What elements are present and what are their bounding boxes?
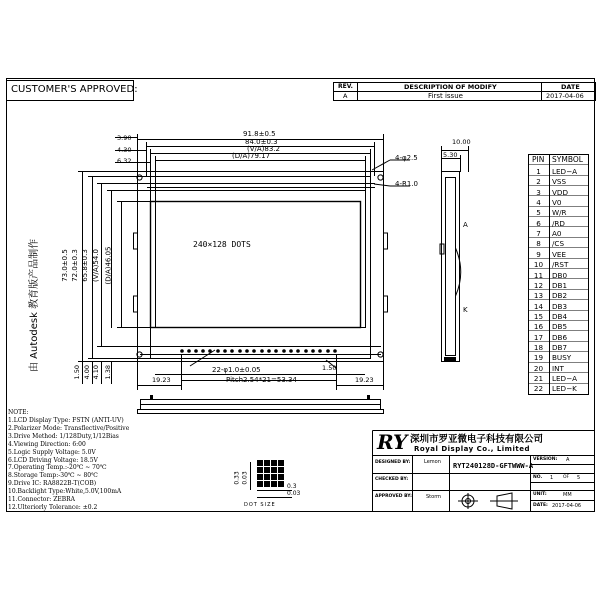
dim-4-00: 4.00 — [82, 365, 91, 380]
side-view — [442, 172, 460, 362]
dim-holes: 4-φ2.5 — [395, 154, 418, 162]
pin-row — [528, 208, 590, 218]
pin-row — [528, 353, 590, 363]
no-label: NO. — [533, 475, 543, 480]
note-item: 12.Ulteriorly Tolerance: ±0.2 — [8, 503, 98, 511]
pin-row — [528, 312, 590, 322]
company-logo: RY — [377, 430, 408, 454]
pin-number: 5 — [536, 208, 541, 218]
note-item: 4.Viewing Direction: 6:00 — [8, 440, 86, 448]
pin-symbol: V0 — [552, 198, 562, 208]
pin-row — [528, 364, 590, 374]
pin-row — [528, 250, 590, 260]
pin-symbol: DB1 — [552, 280, 568, 290]
pin-row — [528, 384, 590, 394]
dim-pixel-033: 0.33 — [233, 471, 241, 485]
dim-aa-height: (D/A)46.05 — [104, 246, 113, 285]
symbol-header: SYMBOL — [552, 155, 583, 164]
pin-number: 16 — [533, 322, 544, 332]
dim-bezel-width: 84.0±0.3 — [245, 138, 278, 146]
dim-4-10: 4.10 — [91, 365, 100, 380]
dim-19-23-left: 19.23 — [152, 376, 171, 384]
designed-by-label: DESIGNED BY: — [375, 460, 411, 465]
unit-value: MM — [563, 492, 572, 498]
side-watermark-text: 由 Autodesk 教育版产品制作 — [29, 238, 40, 372]
pin-number: 12 — [533, 280, 544, 290]
pin-number: 7 — [536, 229, 541, 239]
description-label: DESCRIPTION OF MODIFY — [404, 83, 497, 91]
pin-symbol: VEE — [552, 249, 566, 259]
dim-pads: 22-φ1.0±0.05 — [212, 366, 261, 374]
note-item: 1.LCD Display Type: FSTN (ANTI-UV) — [8, 417, 124, 424]
dim-side-width2: 5.30 — [443, 151, 458, 159]
side-a-label: A — [463, 221, 468, 229]
pin-symbol: /RD — [552, 218, 565, 228]
pin-symbol: /CS — [552, 239, 565, 249]
dim-side-width: 10.00 — [452, 138, 471, 146]
pin-number: 2 — [536, 177, 541, 187]
date-value: 2017-04-06 — [546, 92, 584, 100]
pin-symbol: DB7 — [552, 342, 568, 352]
dim-overall-width: 91.8±0.5 — [243, 130, 276, 138]
pin-table — [528, 155, 590, 395]
pin-number: 21 — [533, 374, 544, 383]
version-label: VERSION: — [533, 457, 558, 462]
dim-1-38: 1.38 — [103, 365, 112, 380]
dim-pixel-003b: 0.03 — [287, 490, 301, 497]
dim-pitch: Pitch2.54*21=53.34 — [226, 376, 297, 384]
note-item: 8.Storage Temp:-30℃ ~ 80℃ — [8, 472, 98, 480]
pin-row — [528, 271, 590, 281]
pin-row — [528, 167, 590, 177]
note-item: 2.Polarizer Mode: Transflective/Positive — [8, 424, 130, 432]
dim-4-30: 4.30 — [117, 146, 132, 154]
pad-dots — [180, 349, 337, 353]
pin-row — [528, 281, 590, 291]
pin-row — [528, 177, 590, 187]
approved-by-label: APPROVED BY: — [375, 494, 412, 499]
pin-row — [528, 260, 590, 270]
rev-label: REV. — [338, 83, 353, 90]
pin-row — [528, 229, 590, 239]
dim-19-23-right: 19.23 — [355, 376, 374, 384]
pin-symbol: INT — [552, 363, 564, 373]
dim-pixel-03: 0.3 — [287, 483, 297, 490]
pin-symbol: DB2 — [552, 291, 568, 301]
pin-row — [528, 188, 590, 198]
pin-number: 15 — [533, 311, 544, 321]
pin-number: 10 — [533, 260, 544, 270]
pin-number: 6 — [536, 218, 541, 228]
pin-number: 9 — [536, 249, 541, 259]
pin-number: 4 — [536, 198, 541, 208]
pin-symbol: W/R — [552, 208, 567, 218]
dim-corner-radius: 4-R1.0 — [395, 180, 418, 188]
pin-row — [528, 239, 590, 249]
note-item: 3.Drive Method: 1/128Duty,1/12Bias — [8, 432, 119, 440]
dim-va-height: 65.8±0.3 — [80, 249, 89, 282]
pin-number: 11 — [533, 270, 544, 280]
checked-by-label: CHECKED BY: — [375, 477, 409, 482]
dim-va-height2: (V/A)54.0 — [91, 249, 100, 282]
dim-overall-height: 73.0±0.5 — [60, 249, 69, 282]
pin-row — [528, 333, 590, 343]
pin-symbol: A0 — [552, 229, 562, 239]
module-outline — [138, 172, 384, 362]
pin-symbol: DB0 — [552, 270, 568, 280]
of-label: OF — [563, 475, 570, 480]
pin-row — [528, 322, 590, 332]
dim-1-50b: 1.50 — [322, 364, 337, 372]
date-label: DATE — [561, 83, 580, 91]
pin-symbol: DB6 — [552, 332, 568, 342]
company-name-cn: 深圳市罗亚微电子科技有限公司 — [410, 434, 544, 445]
note-item: 7.Operating Temp.:-20℃ ~ 70℃ — [8, 464, 107, 472]
pin-symbol: BUSY — [552, 353, 572, 363]
pin-number: 8 — [536, 239, 541, 249]
pin-number: 20 — [533, 363, 544, 373]
pin-number: 17 — [533, 332, 544, 342]
pin-number: 3 — [536, 187, 541, 197]
pin-row — [528, 198, 590, 208]
pin-row — [528, 302, 590, 312]
pin-symbol: VDD — [552, 187, 568, 197]
note-item: 5.Logic Supply Voltage: 5.0V — [8, 448, 96, 456]
unit-label: UNIT: — [533, 492, 547, 497]
pin-symbol: DB5 — [552, 322, 568, 332]
pin-row — [528, 343, 590, 353]
dim-aa-width: (D/A)79.17 — [232, 152, 271, 160]
tb-date-label: DATE: — [533, 503, 548, 508]
pin-symbol: DB3 — [552, 301, 568, 311]
pin-symbol: /RST — [552, 260, 569, 270]
pin-symbol: VSS — [552, 177, 567, 187]
side-k-label: K — [463, 306, 468, 314]
pin-number: 19 — [533, 353, 544, 363]
note-item: 9.Drive IC: RA8822B-T(COB) — [8, 480, 97, 488]
pin-symbol: LED−A — [552, 374, 578, 383]
note-item: 6.LCD Driving Voltage: 18.5V — [8, 456, 98, 464]
pin-symbol: DB4 — [552, 311, 568, 321]
dim-va-width: (V/A)83.2 — [247, 145, 280, 153]
dim-1-50a: 1.50 — [72, 365, 81, 380]
of-value: 5 — [577, 475, 581, 481]
pin-symbol: LED−K — [552, 384, 577, 394]
no-value: 1 — [550, 475, 554, 481]
pin-number: 14 — [533, 301, 544, 311]
pin-row — [528, 291, 590, 301]
pin-number: 1 — [536, 167, 541, 176]
model-number: RYT240128D-GFTWWW-A — [453, 462, 534, 470]
customer-approved-label: CUSTOMER'S APPROVED: — [11, 84, 138, 95]
dim-6-32: 6.32 — [117, 157, 132, 165]
notes-title: NOTE: — [8, 409, 29, 416]
pin-number: 13 — [533, 291, 544, 301]
dim-pixel-003: 0.03 — [241, 471, 249, 485]
pin-row — [528, 219, 590, 229]
display-dots-label: 240×128 DOTS — [193, 240, 251, 249]
dim-3-90: 3.90 — [117, 134, 132, 142]
company-name-en: Royal Display Co., Limited — [414, 445, 530, 453]
description-value: First issue — [428, 92, 463, 100]
tb-date-value: 2017-04-06 — [552, 503, 582, 509]
pin-number: 18 — [533, 342, 544, 352]
note-item: 11.Connector: ZEBRA — [8, 496, 76, 503]
note-item: 10.Backlight Type:White,5.0V,100mA — [8, 488, 122, 496]
approved-by: Storm — [426, 494, 442, 500]
version-value: A — [566, 457, 570, 463]
designed-by: Lemon — [424, 459, 441, 465]
pixel-detail — [257, 460, 284, 487]
dim-bezel-height: 72.0±0.3 — [70, 249, 79, 282]
pixel-detail-label: DOT SIZE — [244, 502, 276, 508]
pin-header: PIN — [532, 155, 545, 164]
pin-row — [528, 374, 590, 384]
pin-number: 22 — [533, 384, 544, 394]
pin-symbol: LED−A — [552, 167, 578, 176]
rev-value: A — [343, 92, 348, 100]
